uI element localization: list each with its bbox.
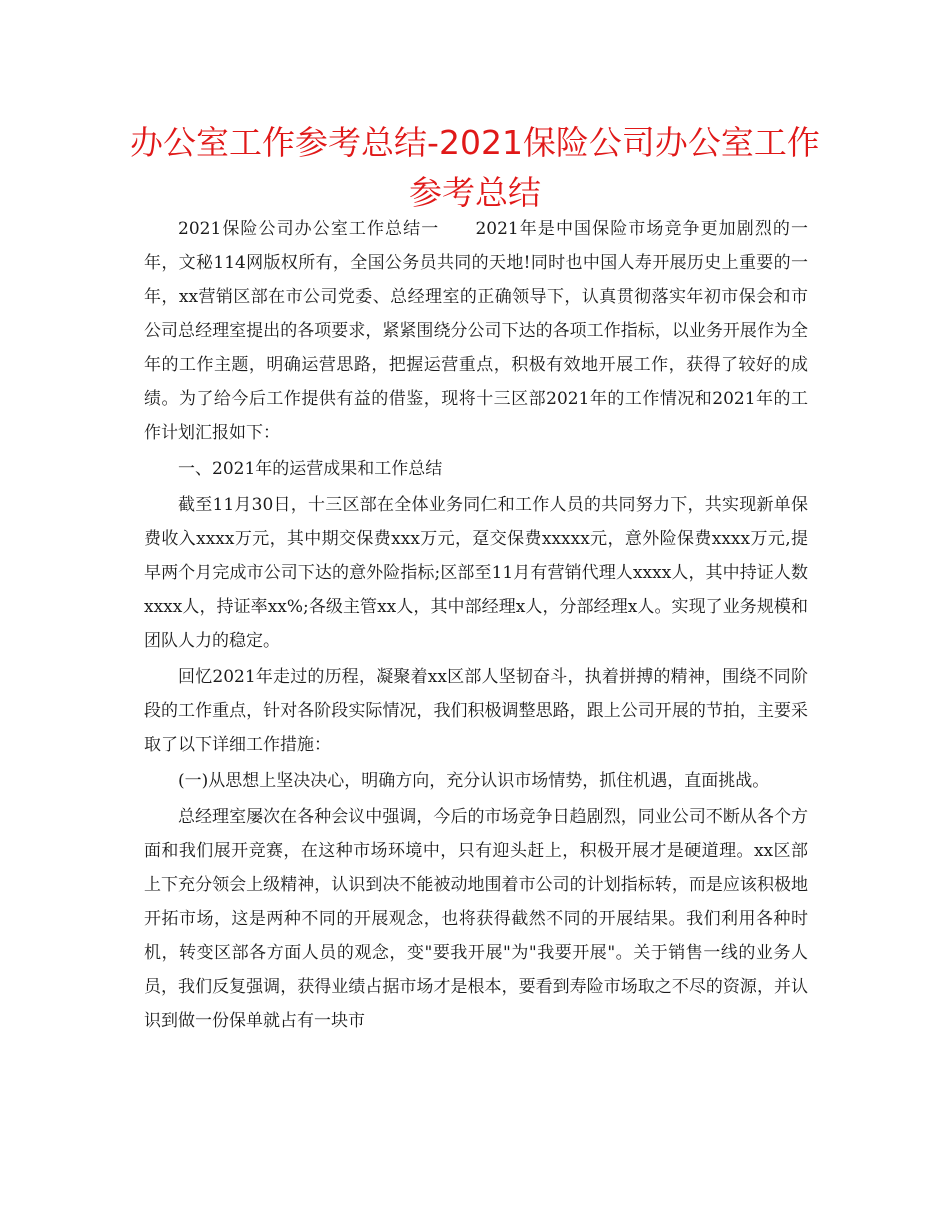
paragraph-intro: 2021保险公司办公室工作总结一 2021年是中国保险市场竞争更加剧烈的一年，文秘114网版权所有，全国公务员共同的天地!同时也中国人寿开展历史上重要的一年，xx营销区部在市公司党委、总经理室的正确领导下，认真贯彻落实年初市保会和市公司总经理室提出的各项要求，紧紧围绕分公司下达的各项工作指标，以业务开展作为全年的工作主题，明确运营思路，把握运营重点，积极有效地开展工作，获得了较好的成绩。为了给今后工作提供有益的借鉴，现将十三区部2021年的工作情况和2021年的工作计划汇报如下： — [144, 219, 808, 443]
paragraph-results: 截至11月30日，十三区部在全体业务同仁和工作人员的共同努力下，共实现新单保费收入xxxx万元，其中期交保费xxx万元，趸交保费xxxxx元，意外险保费xxxx万元,提早两个月完成市公司下达的意外险指标;区部至11月有营销代理人xxxx人，其中持证人数xxxx人，持证率xx%;各级主管xx人，其中部经理x人，分部经理x人。实现了业务规模和团队人力的稳定。 — [144, 495, 808, 651]
paragraph-review: 回忆2021年走过的历程，凝聚着xx区部人坚韧奋斗，执着拼搏的精神，围绕不同阶段的工作重点，针对各阶段实际情况，我们积极调整思路，跟上公司开展的节拍，主要采取了以下详细工作措施： — [144, 667, 808, 755]
section-heading: 一、2021年的运营成果和工作总结 — [178, 459, 443, 479]
paragraph-management: 总经理室屡次在各种会议中强调，今后的市场竞争日趋剧烈，同业公司不断从各个方面和我们展开竞赛，在这种市场环境中，只有迎头赶上，积极开展才是硬道理。xx区部上下充分领会上级精神，认识到决不能被动地围着市公司的计划指标转，而是应该积极地开拓市场，这是两种不同的开展观念，也将获得截然不同的开展结果。我们利用各种时机，转变区部各方面人员的观念，变"要我开展"为"我要开展"。关于销售一线的业务人员，我们反复强调，获得业绩占据市场才是根本，要看到寿险市场取之不尽的资源，并认识到做一份保单就占有一块市 — [144, 807, 808, 1031]
document-body — [144, 212, 808, 1040]
subsection-heading: (一)从思想上坚决决心，明确方向，充分认识市场情势，抓住机遇，直面挑战。 — [178, 771, 770, 791]
document-title: 办公室工作参考总结-2021保险公司办公室工作参考总结 — [130, 123, 820, 212]
